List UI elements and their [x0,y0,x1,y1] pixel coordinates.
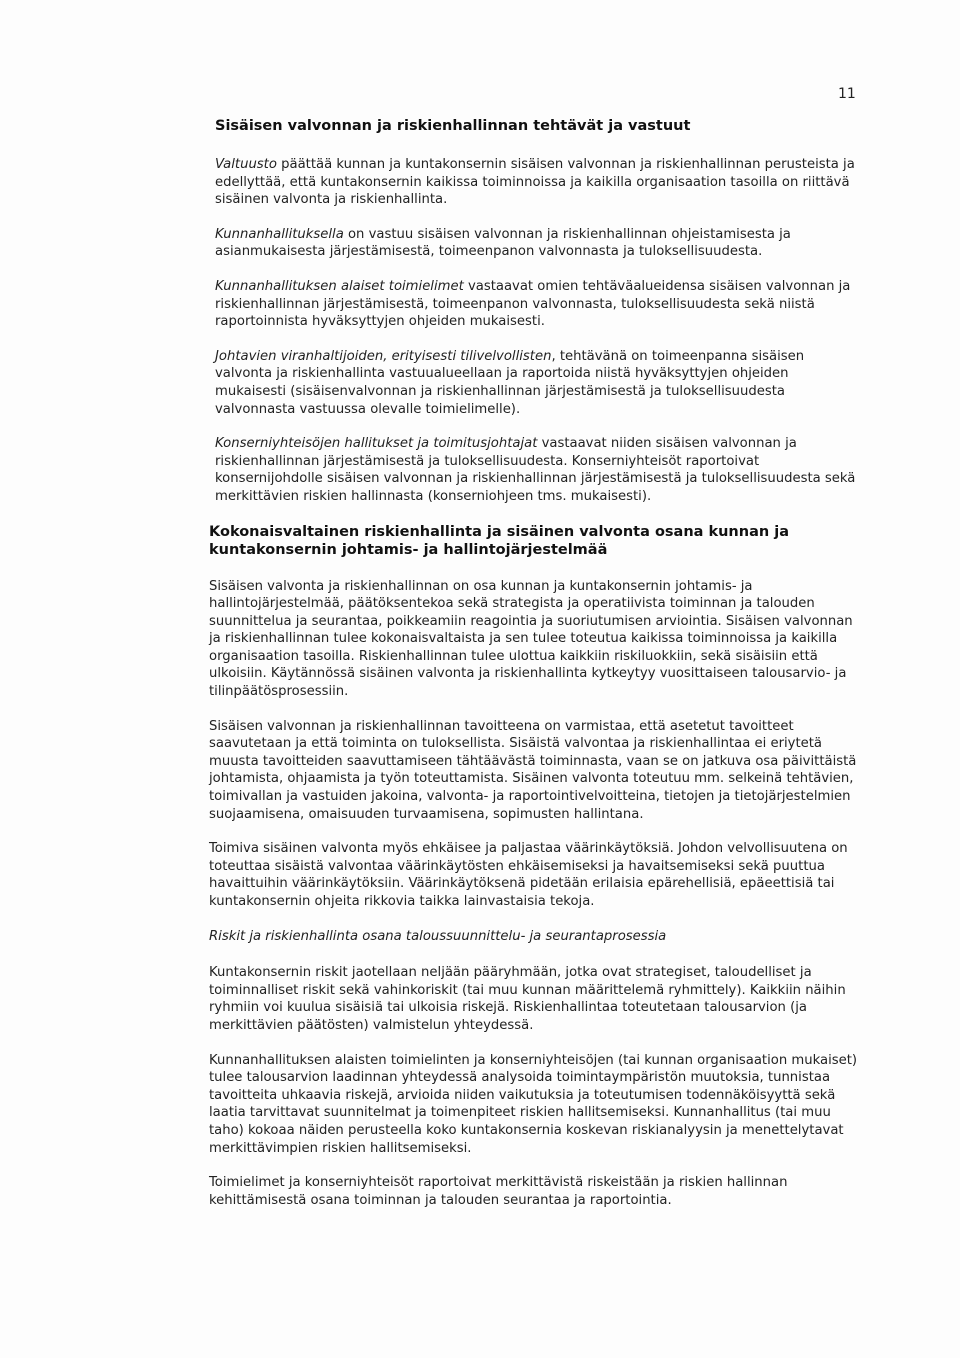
emphasis-viranhaltijat: Johtavien viranhaltijoiden, erityisesti tilivelvollisten [215,348,552,364]
paragraph-riskiryhmat: Kuntakonsernin riskit jaotellaan neljään pääryhmään, jotka ovat strategiset, taloudelliset ja toiminnalliset riskit sekä vahinkoriskit (tai muu kunnan määrittelemä ryhmittely). Kaikkiin näihin ryhmiin voi kuulua sisäisiä tai ulkoisia riskejä. Riskienhallintaa toteutetaan talousarvion (ja merkittävien päätösten) valmistelun yhteydessä. [209,965,846,1033]
paragraph-text: vastaavat niiden sisäisen valvonnan ja riskienhallinnan järjestämisestä ja tuloksellisuudesta. Konserniyhteisöt raportoivat konsernijohdolle sisäisen valvonnan ja riskienhallinnan järjestämisestä ja tuloksellisuudesta sekä merkittävien riskien hallinnasta (konserniohjeen tms. mukaisesti). [215,436,856,504]
emphasis-toimitusjohtajat: toimitusjohtajat [433,436,538,452]
paragraph-tavoitteet: Sisäisen valvonnan ja riskienhallinnan tavoitteena on varmistaa, että asetetut tavoitteet saavutetaan ja että toiminta on tuloksellista. Sisäistä valvontaa ja riskienhallintaa ei eriytetä muusta tavoitteiden saavuttamiseen tähtäävästä toiminnasta, vaan se on jatkuva osa päivittäistä johtamista, ohjaamista ja työn toteuttamista. Sisäinen valvonta toteutuu mm. selkeinä tehtävien, toimivallan ja vastuiden jakoina, valvonta- ja raportointivelvoitteina, tietojen ja tietojärjestelmien suojaamisena, omaisuuden turvaamisena, sopimusten hallintana. [209,718,857,822]
section-heading: Sisäisen valvonnan ja riskienhallinnan tehtävät ja vastuut [215,118,691,134]
paragraph-raportointi: Toimielimet ja konserniyhteisöt raportoivat merkittävistä riskeistään ja riskien hallinnan kehittämisestä osana toiminnan ja talouden seurantaa ja raportointia. [209,1175,788,1208]
emphasis-toimielimet: Kunnanhallituksen alaiset toimielimet [215,278,464,294]
paragraph-text: vastaavat omien tehtäväalueidensa sisäisen valvonnan ja riskienhallinnan järjestämisestä, toimeenpanon valvonnasta, tuloksellisuudesta sekä niistä raportoinnista hyväksyttyjen ohjeiden mukaisesti. [215,278,851,330]
emphasis-hallitukset: Konserniyhteisöjen hallitukset [215,436,414,452]
paragraph-text: , tehtävänä on toimeenpanna sisäisen valvonta ja riskienhallinta vastuualueellaan ja raportoida niistä hyväksyttyjen ohjeiden mukaisesti (sisäisenvalvonnan ja riskienhallinnan järjestämisestä ja tuloksellisuudesta valvonnasta vastuussa olevalle toimielimelle). [215,348,805,417]
paragraph-riskianalyysi: Kunnanhallituksen alaisten toimielinten ja konserniyhteisöjen (tai kunnan organisaation mukaiset) tulee talousarvion laadinnan yhteydessä analysoida toimintaympäristön muutoksia, tunnistaa tavoitteita uhkaavia riskejä, arvioida niiden vaikutuksia ja toteutumisen todennäköisyyttä sekä laatia tarvittavat suunnitelmat ja toimenpiteet riskien hallitsemiseksi. Kunnanhallitus (tai muu taho) kokoaa näiden perusteella koko kuntakonsernia koskevan riskianalyysin ja menettelytavat merkittävimpien riskien hallitsemiseksi. [209,1052,858,1156]
paragraph-vaarinkaytokset: Toimiva sisäinen valvonta myös ehkäisee ja paljastaa väärinkäytöksiä. Johdon velvollisuutena on toteuttaa sisäistä valvontaa väärinkäytösten ehkäisemiseksi ja havaitsemiseksi sekä puuttua havaittuihin väärinkäytöksiin. Väärinkäytöksenä pidetään erilaisia epärehellisiä, epäeettisiä tai kuntakonsernin ohjeita rikkovia taikka lainvastaisia tekoja. [209,841,848,909]
paragraph-text: on vastuu sisäisen valvonnan ja riskienhallinnan ohjeistamisesta ja asianmukaisesta järjestämisestä, toimeenpanon valvonnasta ja tuloksellisuudesta. [215,226,791,260]
subheading-riskit: Riskit ja riskienhallinta osana taloussuunnittelu- ja seurantaprosessia [209,928,667,944]
paragraph-konserniyhteisot [215,435,859,505]
paragraph-valtuusto [215,156,859,209]
paragraph-text: päättää kunnan ja kuntakonsernin sisäisen valvonnan ja riskienhallinnan perusteista ja edellyttää, että kuntakonsernin kaikissa toiminnoissa ja kaikilla organisaation tasoilla on riittävä sisäinen valvonta ja riskienhallinta. [215,157,855,208]
section-heading-2: Kokonaisvaltainen riskienhallinta ja sisäinen valvonta osana kunnan ja kuntakonsernin johtamis- ja hallintojärjestelmää [209,523,789,558]
emphasis-kunnanhallitus: Kunnanhallituksella [215,226,344,242]
paragraph-johtamisjarjestelma: Sisäisen valvonta ja riskienhallinnan on osa kunnan ja kuntakonsernin johtamis- ja hallintojärjestelmää, päätöksentekoa sekä strategista ja operatiivista toiminnan ja talouden suunnittelua ja seurantaa, poikkeamiin reagointia ja suoriutumisen arviointia. Sisäisen valvonnan ja riskienhallinnan tulee kokonaisvaltaista ja sen tulee toteutua kaikissa toiminnoissa ja kaikilla organisaation tasoilla. Riskienhallinnan tulee ulottua kaikkiin riskiluokkiin, sekä sisäisiin että ulkoisiin. Käytännössä sisäinen valvonta ja riskienhallinta kytkeytyy vuosittaiseen talousarvio- ja tilinpäätösprosessiin. [209,578,853,700]
paragraph-viranhaltijat [215,348,859,418]
paragraph-kunnanhallitus [215,226,859,261]
paragraph-toimielimet [215,278,859,331]
document-body [209,117,859,1226]
emphasis-connector: ja [413,436,434,452]
emphasis-valtuusto: Valtuusto [215,157,277,172]
page-number: 11 [838,86,856,102]
